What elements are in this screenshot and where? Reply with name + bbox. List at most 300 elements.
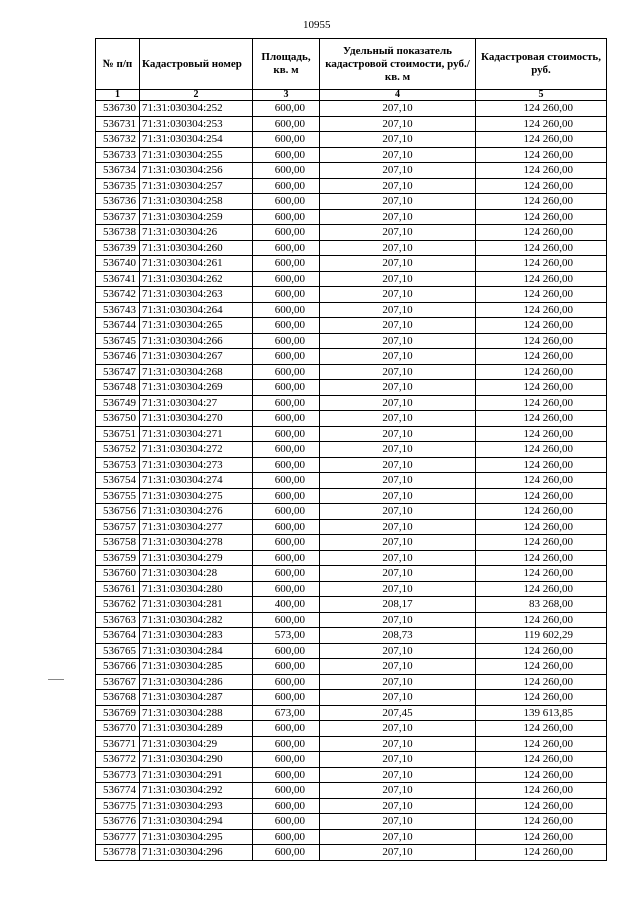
- area-value: 600,00: [253, 488, 320, 504]
- cadastral-number: 71:31:030304:291: [140, 767, 253, 783]
- specific-value: 207,10: [320, 318, 476, 334]
- cadastral-cost: 124 260,00: [476, 736, 607, 752]
- area-value: 600,00: [253, 535, 320, 551]
- specific-value: 207,10: [320, 349, 476, 365]
- cadastral-number: 71:31:030304:287: [140, 690, 253, 706]
- row-number: 536763: [96, 612, 140, 628]
- table-row: [96, 318, 607, 334]
- cadastral-number: 71:31:030304:266: [140, 333, 253, 349]
- specific-value: 207,10: [320, 194, 476, 210]
- cadastral-table: [95, 38, 607, 861]
- row-number: 536753: [96, 457, 140, 473]
- table-row: [96, 380, 607, 396]
- specific-value: 207,10: [320, 101, 476, 117]
- area-value: 600,00: [253, 240, 320, 256]
- cadastral-cost: 124 260,00: [476, 395, 607, 411]
- cadastral-cost: 124 260,00: [476, 674, 607, 690]
- row-number: 536743: [96, 302, 140, 318]
- cadastral-number: 71:31:030304:293: [140, 798, 253, 814]
- specific-value: 207,10: [320, 116, 476, 132]
- area-value: 600,00: [253, 349, 320, 365]
- table-row: [96, 411, 607, 427]
- area-value: 600,00: [253, 132, 320, 148]
- area-value: 600,00: [253, 116, 320, 132]
- cadastral-number: 71:31:030304:265: [140, 318, 253, 334]
- area-value: 600,00: [253, 752, 320, 768]
- cadastral-number: 71:31:030304:275: [140, 488, 253, 504]
- row-number: 536742: [96, 287, 140, 303]
- specific-value: 207,10: [320, 674, 476, 690]
- cadastral-cost: 124 260,00: [476, 504, 607, 520]
- cadastral-cost: 124 260,00: [476, 752, 607, 768]
- row-number: 536776: [96, 814, 140, 830]
- cadastral-cost: 124 260,00: [476, 690, 607, 706]
- area-value: 600,00: [253, 147, 320, 163]
- cadastral-number: 71:31:030304:286: [140, 674, 253, 690]
- cadastral-number: 71:31:030304:255: [140, 147, 253, 163]
- specific-value: 207,10: [320, 411, 476, 427]
- cadastral-cost: 124 260,00: [476, 364, 607, 380]
- specific-value: 207,10: [320, 814, 476, 830]
- area-value: 600,00: [253, 256, 320, 272]
- cadastral-cost: 124 260,00: [476, 566, 607, 582]
- specific-value: 207,10: [320, 721, 476, 737]
- specific-value: 207,10: [320, 225, 476, 241]
- cadastral-cost: 124 260,00: [476, 612, 607, 628]
- row-number: 536734: [96, 163, 140, 179]
- cadastral-cost: 124 260,00: [476, 380, 607, 396]
- cadastral-cost: 124 260,00: [476, 333, 607, 349]
- row-number: 536739: [96, 240, 140, 256]
- cadastral-number: 71:31:030304:280: [140, 581, 253, 597]
- cadastral-cost: 124 260,00: [476, 178, 607, 194]
- cadastral-cost: 124 260,00: [476, 271, 607, 287]
- cadastral-number: 71:31:030304:252: [140, 101, 253, 117]
- row-number: 536744: [96, 318, 140, 334]
- table-row: [96, 674, 607, 690]
- header-number: № п/п: [96, 39, 140, 90]
- row-number: 536764: [96, 628, 140, 644]
- table-row: [96, 349, 607, 365]
- specific-value: 207,10: [320, 783, 476, 799]
- table-row: [96, 302, 607, 318]
- specific-value: 207,10: [320, 752, 476, 768]
- cadastral-cost: 124 260,00: [476, 132, 607, 148]
- column-number: 1: [96, 90, 140, 101]
- cadastral-cost: 124 260,00: [476, 240, 607, 256]
- cadastral-number: 71:31:030304:259: [140, 209, 253, 225]
- header-specific-value: Удельный показатель кадастровой стоимости, руб./кв. м: [320, 39, 476, 90]
- table-row: [96, 473, 607, 489]
- area-value: 600,00: [253, 364, 320, 380]
- cadastral-number: 71:31:030304:270: [140, 411, 253, 427]
- row-number: 536769: [96, 705, 140, 721]
- table-row: [96, 783, 607, 799]
- specific-value: 207,10: [320, 395, 476, 411]
- area-value: 600,00: [253, 612, 320, 628]
- table-row: [96, 287, 607, 303]
- table-row: [96, 550, 607, 566]
- margin-mark: [48, 679, 64, 680]
- specific-value: 207,10: [320, 535, 476, 551]
- area-value: 600,00: [253, 287, 320, 303]
- specific-value: 207,10: [320, 147, 476, 163]
- specific-value: 207,10: [320, 271, 476, 287]
- cadastral-number: 71:31:030304:258: [140, 194, 253, 210]
- row-number: 536735: [96, 178, 140, 194]
- cadastral-cost: 124 260,00: [476, 643, 607, 659]
- cadastral-cost: 124 260,00: [476, 845, 607, 861]
- specific-value: 207,10: [320, 488, 476, 504]
- cadastral-number: 71:31:030304:273: [140, 457, 253, 473]
- area-value: 600,00: [253, 783, 320, 799]
- row-number: 536772: [96, 752, 140, 768]
- cadastral-number: 71:31:030304:279: [140, 550, 253, 566]
- column-number: 5: [476, 90, 607, 101]
- specific-value: 207,10: [320, 457, 476, 473]
- specific-value: 207,10: [320, 287, 476, 303]
- cadastral-number: 71:31:030304:267: [140, 349, 253, 365]
- row-number: 536774: [96, 783, 140, 799]
- table-row: [96, 690, 607, 706]
- cadastral-number: 71:31:030304:257: [140, 178, 253, 194]
- table-row: [96, 829, 607, 845]
- cadastral-number: 71:31:030304:272: [140, 442, 253, 458]
- column-number-row: [96, 90, 607, 101]
- table-row: [96, 736, 607, 752]
- specific-value: 207,10: [320, 845, 476, 861]
- row-number: 536754: [96, 473, 140, 489]
- cadastral-cost: 124 260,00: [476, 225, 607, 241]
- row-number: 536766: [96, 659, 140, 675]
- area-value: 600,00: [253, 519, 320, 535]
- specific-value: 207,10: [320, 798, 476, 814]
- area-value: 600,00: [253, 674, 320, 690]
- table-row: [96, 395, 607, 411]
- cadastral-number: 71:31:030304:260: [140, 240, 253, 256]
- row-number: 536762: [96, 597, 140, 613]
- cadastral-cost: 124 260,00: [476, 721, 607, 737]
- cadastral-number: 71:31:030304:271: [140, 426, 253, 442]
- table-row: [96, 659, 607, 675]
- area-value: 600,00: [253, 225, 320, 241]
- cadastral-number: 71:31:030304:281: [140, 597, 253, 613]
- specific-value: 207,10: [320, 473, 476, 489]
- area-value: 600,00: [253, 473, 320, 489]
- cadastral-cost: 124 260,00: [476, 302, 607, 318]
- table-body: [96, 101, 607, 861]
- specific-value: 207,10: [320, 736, 476, 752]
- specific-value: 207,10: [320, 209, 476, 225]
- table-row: [96, 426, 607, 442]
- cadastral-number: 71:31:030304:296: [140, 845, 253, 861]
- cadastral-cost: 124 260,00: [476, 519, 607, 535]
- table-row: [96, 194, 607, 210]
- area-value: 400,00: [253, 597, 320, 613]
- row-number: 536775: [96, 798, 140, 814]
- table-row: [96, 643, 607, 659]
- cadastral-cost: 124 260,00: [476, 767, 607, 783]
- column-number: 3: [253, 90, 320, 101]
- area-value: 600,00: [253, 721, 320, 737]
- cadastral-number: 71:31:030304:254: [140, 132, 253, 148]
- specific-value: 207,10: [320, 659, 476, 675]
- area-value: 573,00: [253, 628, 320, 644]
- cadastral-cost: 139 613,85: [476, 705, 607, 721]
- row-number: 536746: [96, 349, 140, 365]
- row-number: 536756: [96, 504, 140, 520]
- cadastral-cost: 124 260,00: [476, 457, 607, 473]
- cadastral-number: 71:31:030304:283: [140, 628, 253, 644]
- cadastral-cost: 124 260,00: [476, 256, 607, 272]
- specific-value: 207,10: [320, 504, 476, 520]
- area-value: 600,00: [253, 798, 320, 814]
- cadastral-number: 71:31:030304:294: [140, 814, 253, 830]
- cadastral-cost: 124 260,00: [476, 209, 607, 225]
- area-value: 600,00: [253, 209, 320, 225]
- cadastral-cost: 124 260,00: [476, 163, 607, 179]
- specific-value: 207,10: [320, 767, 476, 783]
- cadastral-number: 71:31:030304:253: [140, 116, 253, 132]
- cadastral-number: 71:31:030304:285: [140, 659, 253, 675]
- specific-value: 208,17: [320, 597, 476, 613]
- row-number: 536773: [96, 767, 140, 783]
- area-value: 600,00: [253, 442, 320, 458]
- cadastral-number: 71:31:030304:274: [140, 473, 253, 489]
- cadastral-number: 71:31:030304:277: [140, 519, 253, 535]
- table-row: [96, 845, 607, 861]
- area-value: 600,00: [253, 736, 320, 752]
- row-number: 536740: [96, 256, 140, 272]
- specific-value: 207,10: [320, 581, 476, 597]
- specific-value: 207,10: [320, 240, 476, 256]
- cadastral-cost: 124 260,00: [476, 116, 607, 132]
- cadastral-number: 71:31:030304:278: [140, 535, 253, 551]
- table-row: [96, 535, 607, 551]
- row-number: 536736: [96, 194, 140, 210]
- row-number: 536777: [96, 829, 140, 845]
- cadastral-cost: 124 260,00: [476, 426, 607, 442]
- cadastral-number: 71:31:030304:269: [140, 380, 253, 396]
- table-row: [96, 364, 607, 380]
- specific-value: 207,10: [320, 690, 476, 706]
- table-row: [96, 597, 607, 613]
- cadastral-cost: 124 260,00: [476, 101, 607, 117]
- area-value: 600,00: [253, 643, 320, 659]
- page-number: 10955: [303, 19, 331, 31]
- specific-value: 207,10: [320, 333, 476, 349]
- row-number: 536747: [96, 364, 140, 380]
- row-number: 536770: [96, 721, 140, 737]
- cadastral-cost: 124 260,00: [476, 349, 607, 365]
- area-value: 600,00: [253, 566, 320, 582]
- area-value: 600,00: [253, 767, 320, 783]
- row-number: 536765: [96, 643, 140, 659]
- cadastral-cost: 124 260,00: [476, 318, 607, 334]
- cadastral-cost: 124 260,00: [476, 783, 607, 799]
- area-value: 600,00: [253, 581, 320, 597]
- row-number: 536759: [96, 550, 140, 566]
- cadastral-number: 71:31:030304:26: [140, 225, 253, 241]
- row-number: 536778: [96, 845, 140, 861]
- cadastral-cost: 124 260,00: [476, 287, 607, 303]
- area-value: 600,00: [253, 163, 320, 179]
- table-row: [96, 178, 607, 194]
- table-row: [96, 256, 607, 272]
- row-number: 536757: [96, 519, 140, 535]
- row-number: 536737: [96, 209, 140, 225]
- table-row: [96, 101, 607, 117]
- table-row: [96, 163, 607, 179]
- table-row: [96, 240, 607, 256]
- area-value: 600,00: [253, 659, 320, 675]
- table-row: [96, 628, 607, 644]
- cadastral-cost: 124 260,00: [476, 488, 607, 504]
- cadastral-number: 71:31:030304:28: [140, 566, 253, 582]
- area-value: 600,00: [253, 845, 320, 861]
- cadastral-number: 71:31:030304:268: [140, 364, 253, 380]
- table-row: [96, 442, 607, 458]
- header-cadastral-number: Кадастровый номер: [140, 39, 253, 90]
- cadastral-number: 71:31:030304:295: [140, 829, 253, 845]
- cadastral-number: 71:31:030304:289: [140, 721, 253, 737]
- table-row: [96, 581, 607, 597]
- cadastral-cost: 124 260,00: [476, 147, 607, 163]
- table-row: [96, 798, 607, 814]
- specific-value: 207,45: [320, 705, 476, 721]
- cadastral-number: 71:31:030304:264: [140, 302, 253, 318]
- area-value: 600,00: [253, 271, 320, 287]
- area-value: 600,00: [253, 829, 320, 845]
- specific-value: 207,10: [320, 426, 476, 442]
- table-row: [96, 333, 607, 349]
- table-row: [96, 504, 607, 520]
- row-number: 536733: [96, 147, 140, 163]
- row-number: 536731: [96, 116, 140, 132]
- row-number: 536771: [96, 736, 140, 752]
- table-row: [96, 566, 607, 582]
- cadastral-cost: 124 260,00: [476, 829, 607, 845]
- specific-value: 207,10: [320, 829, 476, 845]
- area-value: 600,00: [253, 194, 320, 210]
- specific-value: 207,10: [320, 178, 476, 194]
- table-row: [96, 209, 607, 225]
- table-row: [96, 457, 607, 473]
- cadastral-number: 71:31:030304:282: [140, 612, 253, 628]
- area-value: 600,00: [253, 395, 320, 411]
- specific-value: 207,10: [320, 566, 476, 582]
- row-number: 536761: [96, 581, 140, 597]
- cadastral-cost: 119 602,29: [476, 628, 607, 644]
- area-value: 600,00: [253, 380, 320, 396]
- table-row: [96, 612, 607, 628]
- cadastral-cost: 124 260,00: [476, 581, 607, 597]
- table-row: [96, 721, 607, 737]
- row-number: 536767: [96, 674, 140, 690]
- row-number: 536758: [96, 535, 140, 551]
- cadastral-cost: 124 260,00: [476, 411, 607, 427]
- table-row: [96, 814, 607, 830]
- row-number: 536751: [96, 426, 140, 442]
- cadastral-cost: 83 268,00: [476, 597, 607, 613]
- area-value: 600,00: [253, 550, 320, 566]
- specific-value: 207,10: [320, 256, 476, 272]
- row-number: 536760: [96, 566, 140, 582]
- table-row: [96, 271, 607, 287]
- cadastral-number: 71:31:030304:256: [140, 163, 253, 179]
- cadastral-number: 71:31:030304:27: [140, 395, 253, 411]
- row-number: 536741: [96, 271, 140, 287]
- area-value: 600,00: [253, 426, 320, 442]
- specific-value: 207,10: [320, 132, 476, 148]
- row-number: 536750: [96, 411, 140, 427]
- column-number: 2: [140, 90, 253, 101]
- header-row: [96, 39, 607, 90]
- table-row: [96, 752, 607, 768]
- cadastral-number: 71:31:030304:284: [140, 643, 253, 659]
- cadastral-number: 71:31:030304:290: [140, 752, 253, 768]
- specific-value: 207,10: [320, 442, 476, 458]
- table-row: [96, 767, 607, 783]
- row-number: 536768: [96, 690, 140, 706]
- area-value: 600,00: [253, 504, 320, 520]
- row-number: 536749: [96, 395, 140, 411]
- cadastral-cost: 124 260,00: [476, 659, 607, 675]
- specific-value: 207,10: [320, 163, 476, 179]
- specific-value: 207,10: [320, 364, 476, 380]
- cadastral-cost: 124 260,00: [476, 473, 607, 489]
- cadastral-cost: 124 260,00: [476, 798, 607, 814]
- area-value: 600,00: [253, 333, 320, 349]
- specific-value: 207,10: [320, 550, 476, 566]
- cadastral-number: 71:31:030304:276: [140, 504, 253, 520]
- specific-value: 207,10: [320, 643, 476, 659]
- header-area: Площадь, кв. м: [253, 39, 320, 90]
- row-number: 536732: [96, 132, 140, 148]
- table-row: [96, 132, 607, 148]
- cadastral-cost: 124 260,00: [476, 194, 607, 210]
- area-value: 600,00: [253, 814, 320, 830]
- area-value: 600,00: [253, 178, 320, 194]
- header-cadastral-cost: Кадастровая стоимость, руб.: [476, 39, 607, 90]
- cadastral-cost: 124 260,00: [476, 442, 607, 458]
- cadastral-cost: 124 260,00: [476, 550, 607, 566]
- specific-value: 207,10: [320, 380, 476, 396]
- area-value: 600,00: [253, 101, 320, 117]
- table-row: [96, 519, 607, 535]
- column-number: 4: [320, 90, 476, 101]
- area-value: 600,00: [253, 302, 320, 318]
- area-value: 673,00: [253, 705, 320, 721]
- cadastral-cost: 124 260,00: [476, 814, 607, 830]
- row-number: 536755: [96, 488, 140, 504]
- table-row: [96, 488, 607, 504]
- table-row: [96, 116, 607, 132]
- area-value: 600,00: [253, 690, 320, 706]
- row-number: 536748: [96, 380, 140, 396]
- table-row: [96, 225, 607, 241]
- area-value: 600,00: [253, 318, 320, 334]
- area-value: 600,00: [253, 411, 320, 427]
- cadastral-number: 71:31:030304:292: [140, 783, 253, 799]
- cadastral-number: 71:31:030304:29: [140, 736, 253, 752]
- cadastral-cost: 124 260,00: [476, 535, 607, 551]
- cadastral-number: 71:31:030304:262: [140, 271, 253, 287]
- row-number: 536745: [96, 333, 140, 349]
- row-number: 536752: [96, 442, 140, 458]
- table-row: [96, 705, 607, 721]
- specific-value: 207,10: [320, 612, 476, 628]
